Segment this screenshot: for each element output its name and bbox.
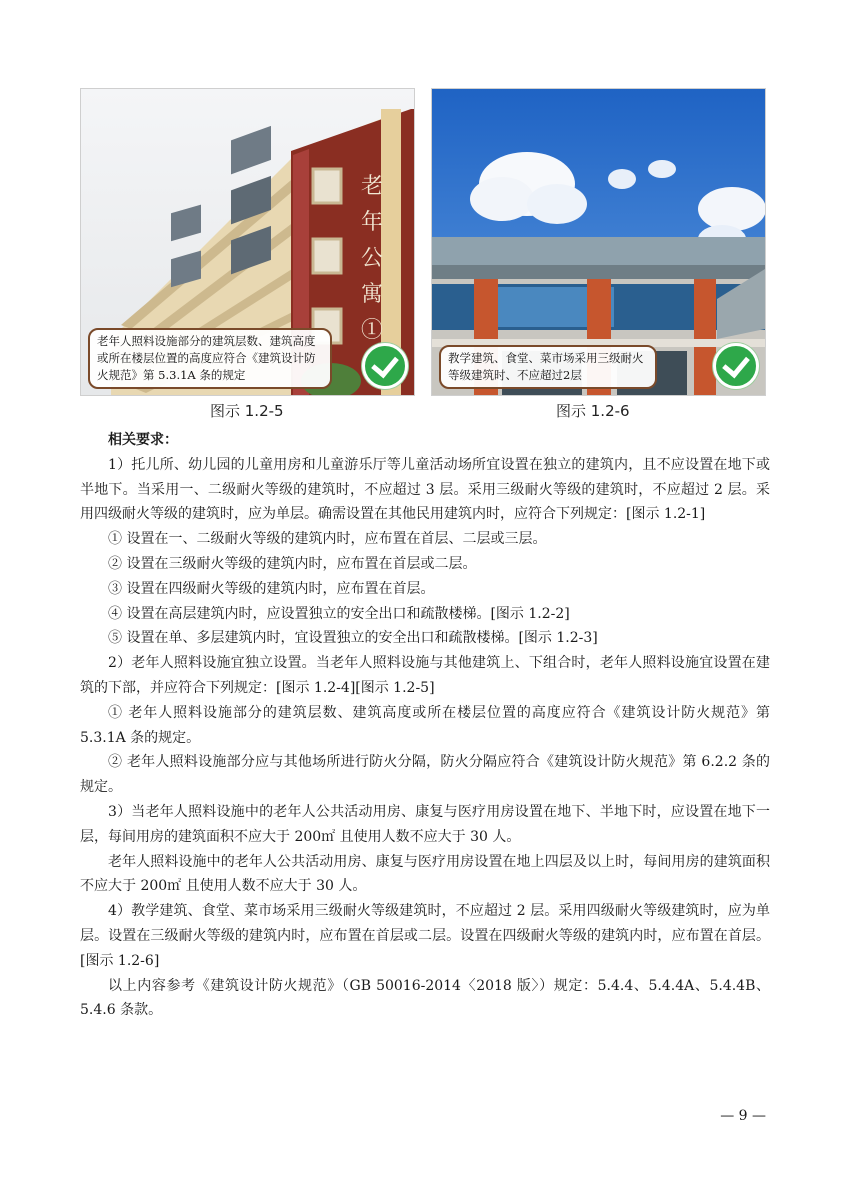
figure-caption: 教学建筑、食堂、菜市场采用三级耐火等级建筑时、不应超过2层 <box>439 345 657 389</box>
paragraph: ① 老年人照料设施部分的建筑层数、建筑高度或所在楼层位置的高度应符合《建筑设计防火规范》第 5.3.1A 条的规定。 <box>80 704 770 746</box>
list-item: ④ 设置在高层建筑内时，应设置独立的安全出口和疏散楼梯。[图示 1.2-2] <box>108 605 570 622</box>
body-text <box>80 428 770 1023</box>
section-heading: 相关要求： <box>108 432 178 448</box>
list-item: ② 设置在三级耐火等级的建筑内时，应布置在首层或二层。 <box>108 555 477 572</box>
check-icon <box>713 343 759 389</box>
paragraph: 2）老年人照料设施宜独立设置。当老年人照料设施与其他建筑上、下组合时，老年人照料设施宜设置在建筑的下部，并应符合下列规定：[图示 1.2-4][图示 1.2-5] <box>80 655 770 696</box>
list-item: ③ 设置在四级耐火等级的建筑内时，应布置在首层。 <box>108 580 435 597</box>
list-item: ⑤ 设置在单、多层建筑内时，宜设置独立的安全出口和疏散楼梯。[图示 1.2-3] <box>108 630 598 647</box>
figure-title: 图示 1.2-5 <box>210 402 284 420</box>
paragraph: 以上内容参考《建筑设计防火规范》（GB 50016-2014〈2018 版〉）规定：5.4.4、5.4.4A、5.4.4B、5.4.6 条款。 <box>80 977 770 1019</box>
paragraph: 1）托儿所、幼儿园的儿童用房和儿童游乐厅等儿童活动场所宜设置在独立的建筑内，且不应设置在地下或半地下。当采用一、二级耐火等级的建筑时，不应超过 3 层。采用三级耐火等级的建筑时，不应超过 2 层。采用四级耐火等级的建筑时，应为单层。确需设置在其他民用建筑内时，应符合下列规定：[图示 1.2-1] <box>80 456 770 523</box>
paragraph: 3）当老年人照料设施中的老年人公共活动用房、康复与医疗用房设置在地下、半地下时，应设置在地下一层，每间用房的建筑面积不应大于 200㎡ 且使用人数不应大于 30 人。 <box>80 803 770 845</box>
check-icon <box>362 343 408 389</box>
building-sign-text: 老年公寓① <box>361 174 384 343</box>
figure-title: 图示 1.2-6 <box>556 402 630 420</box>
paragraph: 老年人照料设施中的老年人公共活动用房、康复与医疗用房设置在地上四层及以上时，每间用房的建筑面积不应大于 200㎡ 且使用人数不应大于 30 人。 <box>80 853 770 895</box>
figure-caption: 老年人照料设施部分的建筑层数、建筑高度或所在楼层位置的高度应符合《建筑设计防火规范》第 5.3.1A 条的规定 <box>88 328 332 389</box>
list-item: ① 设置在一、二级耐火等级的建筑内时，应布置在首层、二层或三层。 <box>108 531 547 548</box>
paragraph: ② 老年人照料设施部分应与其他场所进行防火分隔，防火分隔应符合《建筑设计防火规范》第 6.2.2 条的规定。 <box>80 754 770 796</box>
figure-1-2-6 <box>431 88 766 396</box>
page-number: — 9 — <box>720 1108 766 1124</box>
paragraph: 4）教学建筑、食堂、菜市场采用三级耐火等级建筑时，不应超过 2 层。采用四级耐火等级建筑时，应为单层。设置在三级耐火等级的建筑内时，应布置在首层或二层。设置在四级耐火等级的建筑内时，应布置在首层。[图示 1.2-6] <box>80 903 770 969</box>
figure-1-2-5 <box>80 88 415 396</box>
